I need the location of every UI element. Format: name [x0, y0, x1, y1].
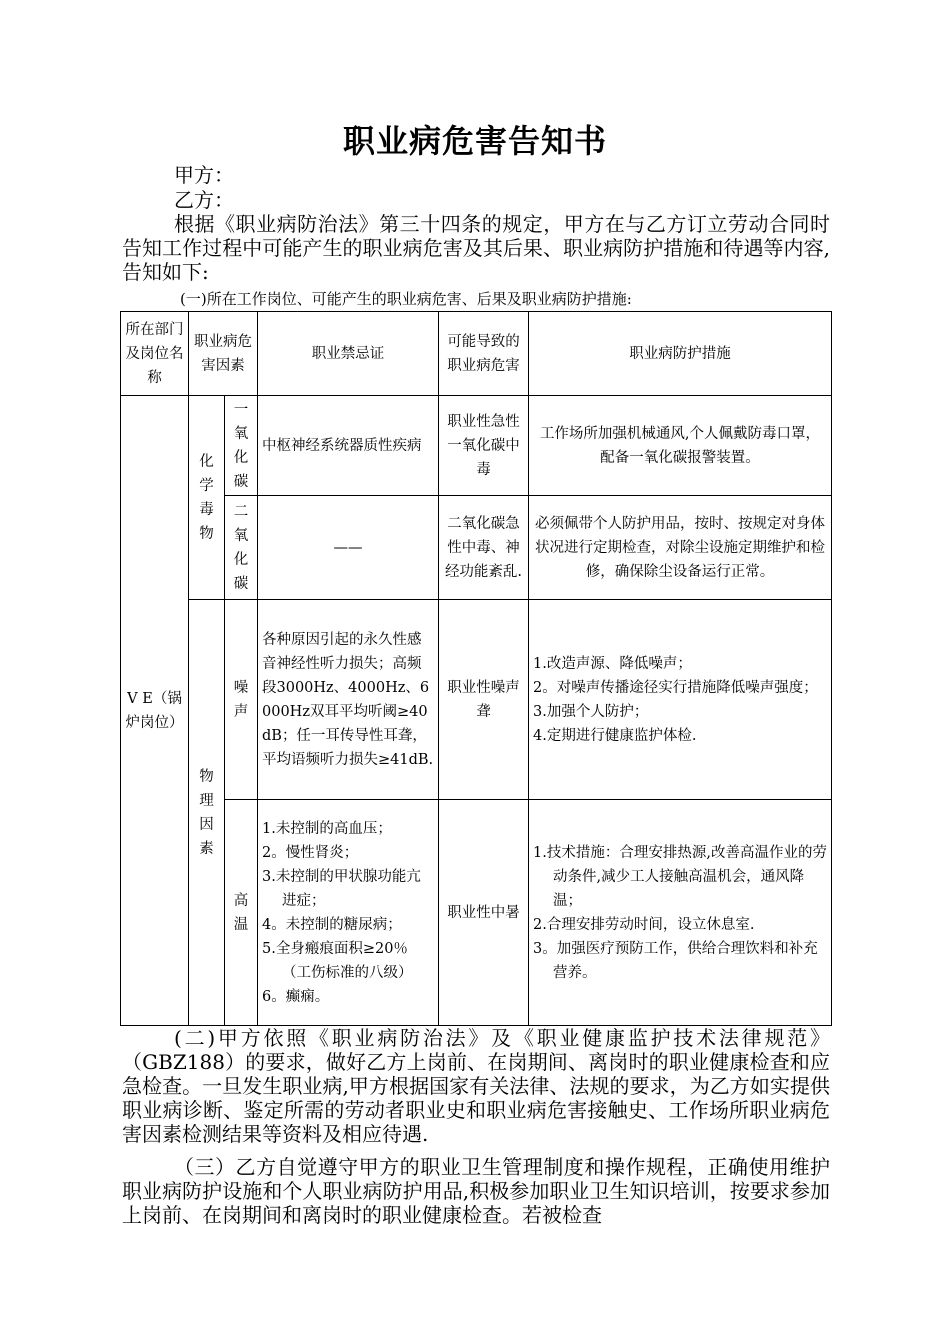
factor-cell: [225, 600, 258, 800]
header-measures: 职业病防护措施: [529, 312, 832, 396]
list-item: 3.加强个人防护；: [533, 703, 649, 720]
factor-cell: [225, 396, 258, 496]
list-item: 1.改造声源、降低噪声；: [533, 655, 692, 672]
factor-label: 噪声: [233, 679, 249, 720]
list-item: 4。未控制的糖尿病；: [262, 916, 402, 933]
list-item: 2.合理安排劳动时间，设立休息室.: [533, 916, 755, 933]
paragraph-3: （三）乙方自觉遵守甲方的职业卫生管理制度和操作规程，正确使用维护职业病防护设施和个人职业病防护用品,积极参加职业卫生知识培训，按要求参加上岗前、在岗期间和离岗时的职业健康检查。若被检查: [122, 1155, 830, 1227]
list-item: 1.未控制的高血压；: [262, 820, 392, 837]
list-item: 2。对噪声传播途径实行措施降低噪声强度；: [533, 679, 818, 696]
contra-cell: 中枢神经系统器质性疾病: [258, 396, 439, 496]
measures-list: [529, 800, 832, 1026]
contra-cell: ——: [258, 496, 439, 600]
disease-cell: 二氧化碳急性中毒、神经功能紊乱.: [439, 496, 529, 600]
factor-label: 高温: [233, 892, 249, 933]
list-item: 5.全身瘢痕面积≥20％（工伤标准的八级）: [262, 940, 413, 981]
hazard-table: [120, 311, 832, 1026]
category-label: 物理因素: [199, 768, 214, 857]
list-item: 2。慢性肾炎；: [262, 844, 359, 861]
category-physical: [189, 600, 225, 1026]
position-cell: V E（锅炉岗位）: [121, 396, 189, 1026]
intro-paragraph: 根据《职业病防治法》第三十四条的规定，甲方在与乙方订立劳动合同时告知工作过程中可能产生的职业病危害及其后果、职业病防护措施和待遇等内容,告知如下:: [122, 212, 830, 284]
header-position: 所在部门及岗位名称: [121, 312, 189, 396]
list-item: 1.技术措施：合理安排热源,改善高温作业的劳动条件,减少工人接触高温机会，通风降温；: [533, 844, 827, 909]
list-item: 3.未控制的甲状腺功能亢进症；: [262, 868, 421, 909]
measures-cell: 必须佩带个人防护用品，按时、按规定对身体状况进行定期检查，对除尘设施定期维护和检修，确保除尘设备运行正常。: [529, 496, 832, 600]
category-label: 化学毒物: [199, 453, 214, 542]
factor-cell: [225, 800, 258, 1026]
list-item: 4.定期进行健康监护体检.: [533, 727, 697, 744]
disease-cell: 职业性急性一氧化碳中毒: [439, 396, 529, 496]
factor-label: 一氧化碳: [233, 401, 249, 490]
list-item: 3。加强医疗预防工作，供给合理饮料和补充营养。: [533, 940, 818, 981]
disease-cell: 职业性噪声聋: [439, 600, 529, 800]
table-caption: (一)所在工作岗位、可能产生的职业病危害、后果及职业病防护措施:: [180, 290, 632, 308]
category-chemical: [189, 396, 225, 600]
table-row: [121, 800, 832, 1026]
contra-cell: 各种原因引起的永久性感音神经性听力损失；高频段3000Hz、4000Hz、6000Hz双耳平均听阈≥40dB；任一耳传导性耳聋，平均语频听力损失≥41dB.: [258, 600, 439, 800]
factor-label: 二氧化碳: [233, 503, 249, 592]
factor-cell: [225, 496, 258, 600]
contra-list: [258, 800, 439, 1026]
measures-cell: 工作场所加强机械通风,个人佩戴防毒口罩，配备一氧化碳报警装置。: [529, 396, 832, 496]
measures-list: [529, 600, 832, 800]
table-row: [121, 396, 832, 496]
table-row: [121, 600, 832, 800]
header-disease: 可能导致的职业病危害: [439, 312, 529, 396]
table-row: [121, 496, 832, 600]
header-contraindication: 职业禁忌证: [258, 312, 439, 396]
paragraph-2: (二)甲方依照《职业病防治法》及《职业健康监护技术法律规范》（GBZ188）的要求，做好乙方上岗前、在岗期间、离岗时的职业健康检查和应急检查。一旦发生职业病,甲方根据国家有关法律、法规的要求，为乙方如实提供职业病诊断、鉴定所需的劳动者职业史和职业病危害接触史、工作场所职业病危害因素检测结果等资料及相应待遇.: [122, 1026, 830, 1146]
party-b-label: 乙方：: [174, 188, 234, 212]
party-a-label: 甲方：: [174, 163, 234, 187]
page-title: 职业病危害告知书: [342, 122, 607, 160]
list-item: 6。癫痫。: [262, 988, 330, 1005]
header-hazard-factor: 职业病危害因素: [189, 312, 258, 396]
disease-cell: 职业性中暑: [439, 800, 529, 1026]
table-header-row: [121, 312, 832, 396]
